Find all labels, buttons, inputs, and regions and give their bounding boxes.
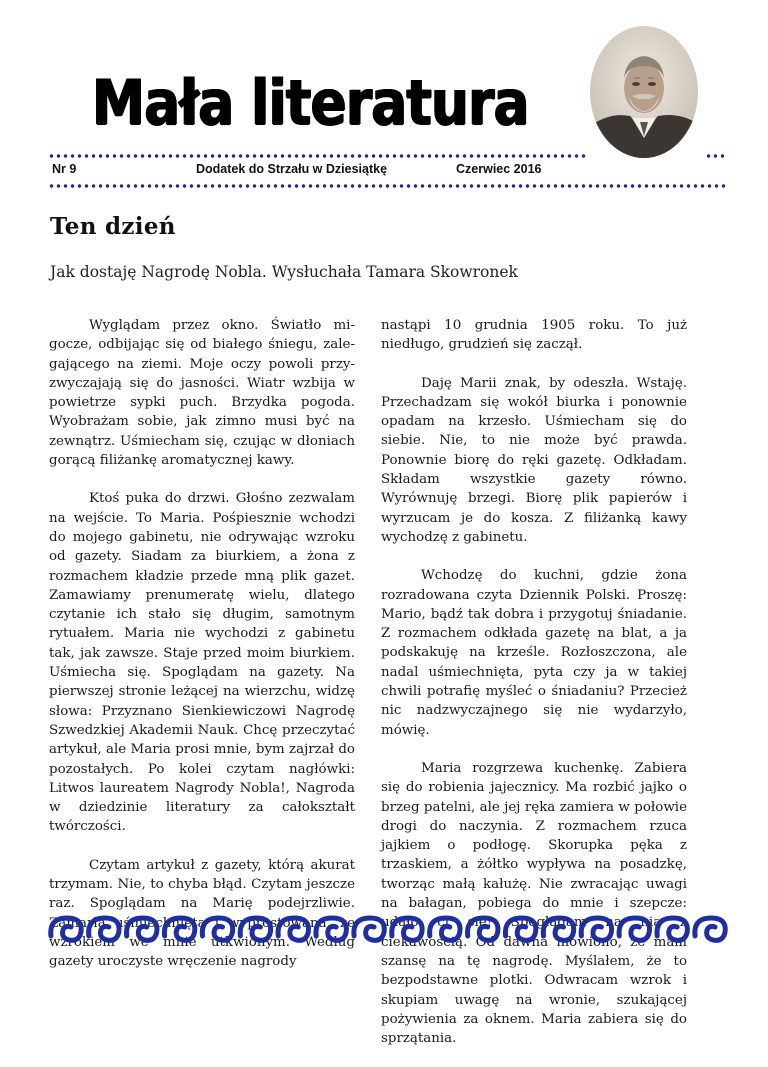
wave-scroll-icon bbox=[164, 918, 194, 940]
dotted-rule-top-end bbox=[705, 154, 727, 158]
dotted-rule-top bbox=[48, 154, 588, 158]
wave-scroll-icon bbox=[468, 918, 498, 940]
dotted-rule-bottom bbox=[48, 184, 726, 188]
wave-scroll-icon bbox=[354, 918, 384, 940]
wave-scroll-icon bbox=[240, 918, 270, 940]
supplement-label: Dodatek do Strzału w Dziesiątkę bbox=[196, 162, 388, 176]
masthead-title: Mała literatura bbox=[92, 66, 529, 139]
paragraph: Czytam artykuł z gazety, którą akurat trzymam. Nie, to chyba błąd. Czytam jeszcze raz. Spoglądam na Marię podejrzliwie. Zamarła uśmiechnięta i wyprostowana, ze wzrokiem we mnie utkwionym. Według gazety uroczyste wręczenie nagrody bbox=[49, 857, 355, 970]
wave-scroll-icon bbox=[316, 918, 346, 940]
wave-scroll-icon bbox=[51, 918, 81, 940]
article-title: Ten dzień bbox=[50, 213, 176, 240]
wave-scroll-ornament bbox=[48, 908, 730, 948]
wave-scroll-icon bbox=[392, 918, 422, 940]
paragraph: Wchodzę do kuchni, gdzie żona rozradowana czyta Dziennik Polski. Proszę: Mario, bądź tak dobra i przygotuj śniadanie. Z rozmachem odkłada gazetę na blat, a ja podskakuję na krześle. Rozłoszczona, ale nadal uśmiechnięta, pyta czy ja w takiej chwili potrafię myśleć o śniadaniu? Przecież nic nadzwyczajnego się nie wydarzyło, mówię. bbox=[381, 568, 687, 738]
paragraph-continuation: nastąpi 10 grudnia 1905 roku. To już niedługo, grudzień się zaczął. bbox=[381, 318, 687, 353]
paragraph: Ktoś puka do drzwi. Głośno zezwalam na wejście. To Maria. Pośpiesznie wchodzi do mojego gabinetu, nie odrywając wzroku od gazety. Siadam za biurkiem, a żona z rozmachem kładzie przede mną plik gazet. Zamawiamy prenumeratę wielu, dlatego czytanie ich stało się długim, samotnym rytuałem. Maria nie wychodzi z gabinetu tak, jak zawsze. Staje przed moim biurkiem. Uśmiecha się. Spoglądam na gazety. Na pierwszej stronie leżącej na wierzchu, widzę słowa: Przyznano Sienkiewiczowi Nagrodę Szwedzkiej Akademii Nauk. Chcę przeczytać artykuł, ale Maria prosi mnie, bym zajrzał do pozostałych. Po kolei czytam nagłówki: Litwos laureatem Nagrody Nobla!, Nagroda w dziedzinie literatury za całokształt twórczości. bbox=[49, 491, 355, 835]
wave-scroll-icon bbox=[505, 918, 535, 940]
wave-scroll-icon bbox=[89, 918, 119, 940]
wave-scroll-icon bbox=[430, 918, 460, 940]
wave-scroll-icon bbox=[127, 918, 157, 940]
issue-date: Czerwiec 2016 bbox=[456, 162, 542, 176]
paragraph: Daję Marii znak, by odeszła. Wstaję. Przechadzam się wokół biurka i ponownie opadam na krzesło. Uśmiecham się do siebie. Nie, to nie może być prawda. Ponownie biorę do ręki gazetę. Odkładam. Składam wszystkie gazety równo. Wyrównuję brzegi. Biorę plik papierów i wyrzucam je do kosza. Z filiżanką kawy wychodzę z gabinetu. bbox=[381, 375, 687, 545]
wave-scroll-icon bbox=[657, 918, 687, 940]
author-portrait-photo bbox=[590, 26, 698, 158]
article-column-left bbox=[49, 316, 355, 991]
paragraph: Maria rozgrzewa kuchenkę. Zabiera się do robienia jajecznicy. Ma rozbić jajko o brzeg patelni, ale jej ręka zamiera w połowie drogi do naczynia. Z rozmachem rzuca jajkiem o podłogę. Skorupka pęka z trzaskiem, a żółtko wypływa na posadzkę, tworząc małą kałużę. Nie zwracając uwagi na bałagan, pobiega do mnie i szepcze: udało ci się! Spoglądam na nią z ciekawością. Od dawna mówiono, że mam szansę na tę nagrodę. Myślałem, że to bezpodstawne plotki. Odwracam wzrok i skupiam uwagę na wronie, szukającej pożywienia za oknem. Maria zabiera się do sprzątania. bbox=[381, 760, 687, 1047]
wave-scroll-icon bbox=[278, 918, 308, 940]
wave-scroll-icon bbox=[695, 918, 725, 940]
wave-scroll-icon bbox=[619, 918, 649, 940]
wave-scroll-icon bbox=[543, 918, 573, 940]
article-column-right bbox=[381, 316, 687, 1067]
wave-scroll-icon bbox=[202, 918, 232, 940]
wave-scroll-icon bbox=[581, 918, 611, 940]
issue-number: Nr 9 bbox=[52, 162, 77, 176]
article-subtitle: Jak dostaję Nagrodę Nobla. Wysłuchała Tamara Skowronek bbox=[50, 263, 518, 281]
paragraph: Wyglądam przez okno. Światło migocze, odbijając się od białego śniegu, zalegającego na ziemi. Moje oczy powoli przyzwyczajają się do jasności. Wiatr wzbija w powietrze sypki puch. Brzydka pogoda. Wyobrażam sobie, jak zimno musi być na zewnątrz. Uśmiecham się, czując w dłoniach gorącą filiżankę aromatycznej kawy. bbox=[49, 318, 355, 469]
